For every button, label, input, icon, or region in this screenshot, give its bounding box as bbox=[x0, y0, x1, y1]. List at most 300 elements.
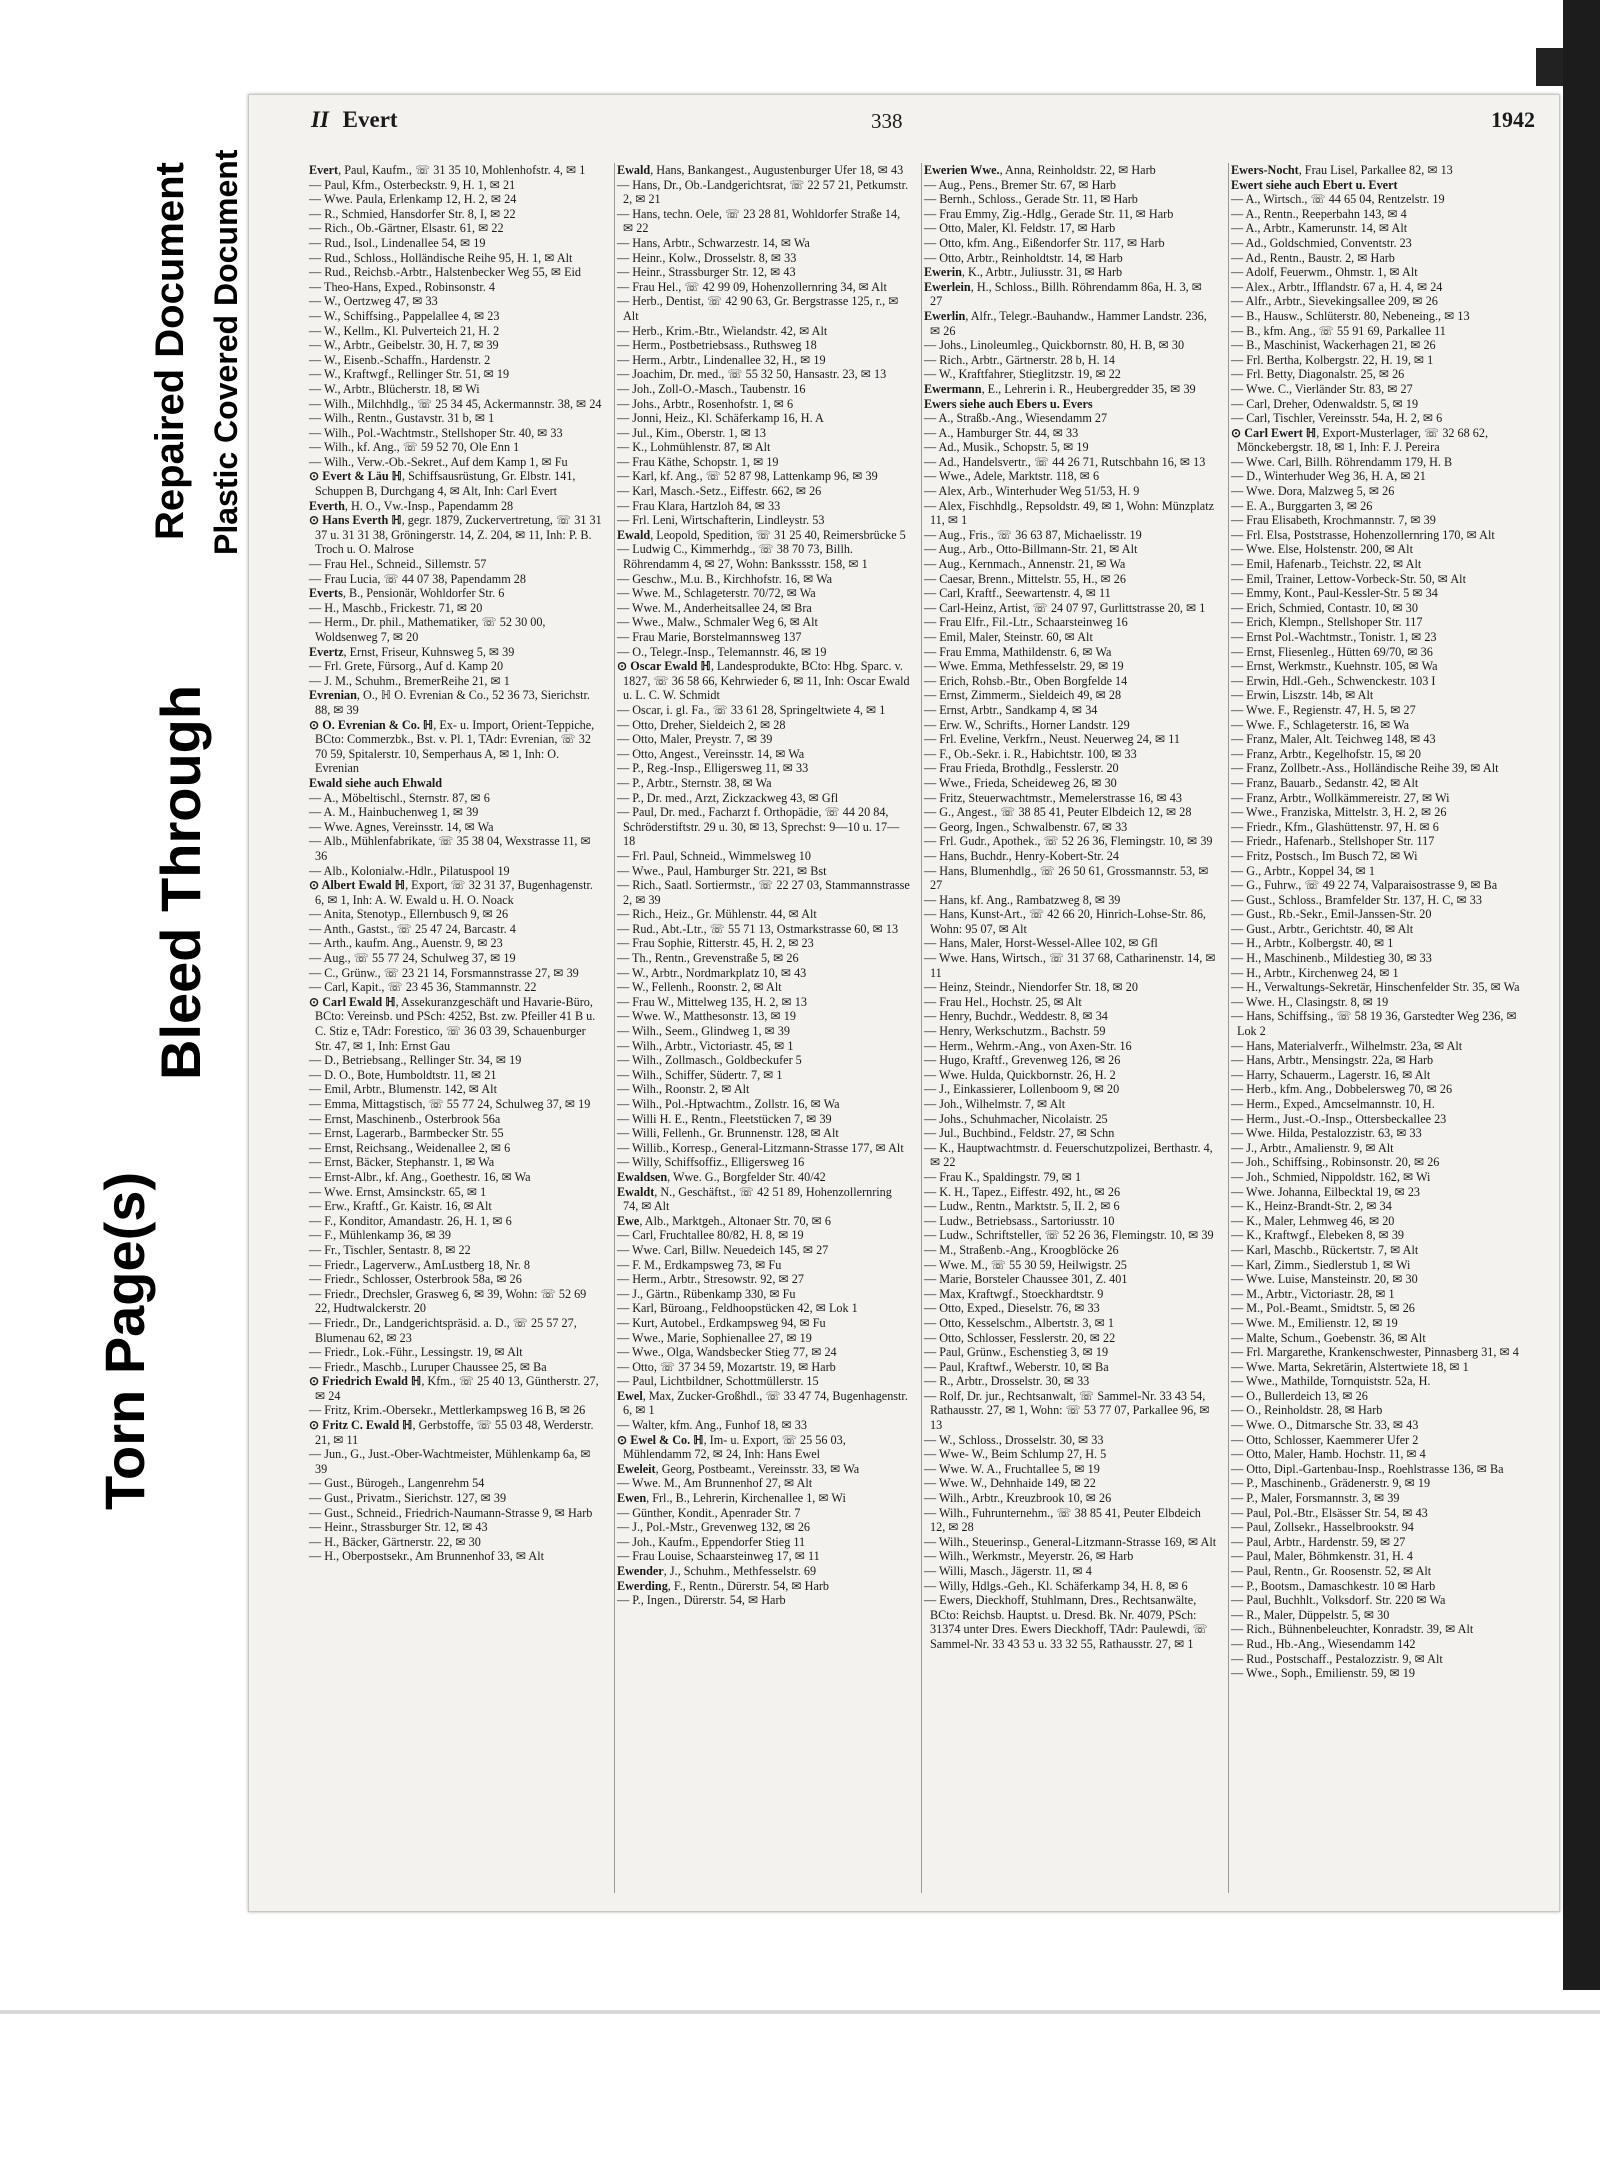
directory-entry: Ewerlin, Alfr., Telegr.-Bauhandw., Hammer Landstr. 236, ✉ 26 bbox=[924, 308, 1207, 338]
directory-entry: — Wilh., Arbtr., Kreuzbrook 10, ✉ 26 bbox=[924, 1491, 1112, 1506]
directory-entry: — Franz, Arbtr., Kegelhofstr. 15, ✉ 20 bbox=[1231, 746, 1421, 761]
directory-entry: — Otto, Kesselschm., Albertstr. 3, ✉ 1 bbox=[924, 1315, 1114, 1330]
directory-entry: — A., Straßb.-Ang., Wiesendamm 27 bbox=[924, 411, 1108, 426]
directory-entry: — Wwe. Marta, Sekretärin, Alstertwiete 18, ✉ 1 bbox=[1231, 1359, 1469, 1374]
directory-entry: — J., Gärtn., Rübenkamp 330, ✉ Fu bbox=[617, 1286, 796, 1301]
directory-entry: — Joh., Schmied, Nippoldstr. 162, ✉ Wi bbox=[1231, 1169, 1431, 1184]
directory-entry: — Frau Hel., Schneid., Sillemstr. 57 bbox=[309, 557, 487, 572]
directory-entry: — Otto, Dipl.-Gartenbau-Insp., Roehlstrasse 136, ✉ Ba bbox=[1231, 1461, 1504, 1476]
directory-entry: Ewaldt, N., Geschäftst., ☏ 42 51 89, Hohenzollernring 74, ✉ Alt bbox=[617, 1184, 892, 1214]
directory-entry: — O., Reinholdstr. 28, ✉ Harb bbox=[1231, 1403, 1383, 1418]
directory-entry: — Paul, Rentn., Gr. Roosenstr. 52, ✉ Alt bbox=[1231, 1564, 1432, 1578]
directory-entry: — Herm., Just.-O.-Insp., Ottersbeckallee 23 bbox=[1231, 1111, 1447, 1126]
directory-entry: — Wwe. M., Emilienstr. 12, ✉ 19 bbox=[1231, 1315, 1398, 1330]
directory-entry: — Friedr., Schlosser, Osterbrook 58a, ✉ 26 bbox=[309, 1272, 522, 1287]
directory-entry: — Herm., Arbtr., Stresowstr. 92, ✉ 27 bbox=[617, 1272, 804, 1287]
directory-entry: — A., Rentn., Reeperbahn 143, ✉ 4 bbox=[1231, 206, 1407, 221]
directory-entry: — Heinr., Strassburger Str. 12, ✉ 43 bbox=[309, 1520, 488, 1535]
directory-entry: — Paul, Maler, Böhmkenstr. 31, H. 4 bbox=[1231, 1549, 1413, 1564]
directory-entry: — Joh., Wilhelmstr. 7, ✉ Alt bbox=[924, 1097, 1066, 1111]
column-2 bbox=[614, 163, 913, 1893]
directory-entry: — W., Arbtr., Geibelstr. 30, H. 7, ✉ 39 bbox=[309, 338, 499, 353]
directory-entry: — F., Ob.-Sekr. i. R., Habichtstr. 100, ✉ 33 bbox=[924, 746, 1137, 761]
directory-entry: — Fritz, Postsch., Im Busch 72, ✉ Wi bbox=[1231, 848, 1418, 863]
directory-entry: — Rich., Ob.-Gärtner, Elsastr. 61, ✉ 22 bbox=[309, 221, 504, 236]
directory-entry: Ewald siehe auch Ehwald bbox=[309, 775, 443, 790]
directory-entry: — Wwe. W. A., Fruchtallee 5, ✉ 19 bbox=[924, 1461, 1100, 1476]
directory-entry: Ewers-Nocht, Frau Lisel, Parkallee 82, ✉ 13 bbox=[1231, 163, 1453, 177]
directory-entry: ⊙ Oscar Ewald ℍ, Landesprodukte, BCto: Hbg. Sparc. v. 1827, ☏ 36 58 66, Kehrwieder 6, ✉ 11, Inh: Oscar Ewald u. L. C. W. Schmidt bbox=[617, 659, 910, 703]
directory-entry: — Willi, Fellenh., Gr. Brunnenstr. 128, ✉ Alt bbox=[617, 1126, 839, 1141]
directory-entry: — Ludw., Schriftsteller, ☏ 52 26 36, Flemingstr. 10, ✉ 39 bbox=[924, 1228, 1214, 1243]
directory-entry: — Rud., Isol., Lindenallee 54, ✉ 19 bbox=[309, 235, 486, 250]
directory-entry: — Alb., Kolonialw.-Hdlr., Pilatuspool 19 bbox=[309, 863, 510, 878]
directory-entry: — Aug., Arb., Otto-Billmann-Str. 21, ✉ Alt bbox=[924, 542, 1138, 557]
directory-entry: — Hans, Dr., Ob.-Landgerichtsrat, ☏ 22 57 21, Petkumstr. 2, ✉ 21 bbox=[617, 177, 909, 207]
directory-entry: — Anita, Stenotyp., Ellernbusch 9, ✉ 26 bbox=[309, 907, 509, 922]
directory-entry: — Caesar, Brenn., Mittelstr. 55, H., ✉ 26 bbox=[924, 571, 1126, 586]
directory-entry: — Friedr., Drechsler, Grasweg 6, ✉ 39, Wohn: ☏ 52 69 22, Hudtwalckerstr. 20 bbox=[309, 1286, 587, 1316]
directory-entry: — Marie, Borsteler Chaussee 301, Z. 401 bbox=[924, 1272, 1128, 1287]
directory-entry: — Rud., Schloss., Holländische Reihe 95, H. 1, ✉ Alt bbox=[309, 250, 573, 265]
directory-entry: — Joh., Zoll-O.-Masch., Taubenstr. 16 bbox=[617, 381, 806, 396]
directory-entry: — Joachim, Dr. med., ☏ 55 32 50, Hansastr. 23, ✉ 13 bbox=[617, 367, 887, 382]
directory-entry: — Wwe. C., Vierländer Str. 83, ✉ 27 bbox=[1231, 381, 1413, 396]
directory-entry: — Georg, Ingen., Schwalbenstr. 67, ✉ 33 bbox=[924, 819, 1128, 834]
directory-entry: — Wilh., Steuerinsp., General-Litzmann-Strasse 169, ✉ Alt bbox=[924, 1534, 1217, 1549]
directory-entry: — Rud., Reichsb.-Arbtr., Halstenbecker Weg 55, ✉ Eid bbox=[309, 265, 581, 280]
directory-entry: — Johs., Schuhmacher, Nicolaistr. 25 bbox=[924, 1111, 1108, 1126]
directory-entry: — A. M., Hainbuchenweg 1, ✉ 39 bbox=[309, 805, 479, 820]
directory-entry: — Franz, Arbtr., Wollkämmereistr. 27, ✉ Wi bbox=[1231, 790, 1450, 805]
directory-entry: — J. M., Schuhm., BremerReihe 21, ✉ 1 bbox=[309, 673, 510, 688]
directory-entry: — Erich, Klempn., Stellshoper Str. 117 bbox=[1231, 615, 1423, 630]
directory-entry: — P., Reg.-Insp., Elligersweg 11, ✉ 33 bbox=[617, 761, 809, 776]
directory-entry: — W., Arbtr., Blücherstr. 18, ✉ Wi bbox=[309, 381, 480, 396]
directory-entry: Ewermann, E., Lehrerin i. R., Heubergredder 35, ✉ 39 bbox=[924, 381, 1196, 396]
directory-entry: — Walter, kfm. Ang., Funhof 18, ✉ 33 bbox=[617, 1418, 807, 1433]
directory-entry: — Wwe. F., Regienstr. 47, H. 5, ✉ 27 bbox=[1231, 702, 1416, 717]
directory-entry: ⊙ Carl Ewald ℍ, Assekuranzgeschäft und Havarie-Büro, BCto: Vereinsb. und PSch: 4252, Bst. zw. Pfeiller 41 B u. C. Stiz e, TAdr: Forestico, ☏ 36 03 39, Schauenburger Str. 47, ✉ 1, Inh: Ernst Gau bbox=[309, 994, 596, 1053]
scan-edge-right-top bbox=[1536, 48, 1563, 86]
directory-entry: — Paul, Lichtbildner, Schottmüllerstr. 15 bbox=[617, 1374, 819, 1389]
directory-entry: — R., Maler, Düppelstr. 5, ✉ 30 bbox=[1231, 1607, 1390, 1622]
directory-entry: — J., Einkassierer, Lollenboom 9, ✉ 20 bbox=[924, 1082, 1120, 1097]
directory-entry: — Paul, Kfm., Osterbeckstr. 9, H. 1, ✉ 21 bbox=[309, 177, 516, 192]
directory-entry: Evertz, Ernst, Friseur, Kuhnsweg 5, ✉ 39 bbox=[309, 644, 515, 659]
directory-entry: — Bernh., Schloss., Gerade Str. 11, ✉ Harb bbox=[924, 192, 1138, 207]
directory-entry: — Wilh., Seem., Glindweg 1, ✉ 39 bbox=[617, 1024, 790, 1039]
directory-entry: — Ernst, Fliesenleg., Hütten 69/70, ✉ 36 bbox=[1231, 644, 1433, 659]
directory-entry: — Gust., Schloss., Bramfelder Str. 137, H. C, ✉ 33 bbox=[1231, 892, 1482, 907]
directory-entry: — Emmy, Kont., Paul-Kessler-Str. 5 ✉ 34 bbox=[1231, 586, 1438, 601]
directory-entry: — Gust., Schneid., Friedrich-Naumann-Strasse 9, ✉ Harb bbox=[309, 1505, 593, 1520]
directory-entry: — P., Maschinenb., Grädenerstr. 9, ✉ 19 bbox=[1231, 1476, 1431, 1491]
directory-entry: ⊙ Carl Ewert ℍ, Export-Musterlager, ☏ 32 68 62, Mönckebergstr. 18, ✉ 1, Inh: F. J. Pereira bbox=[1231, 425, 1489, 455]
directory-entry: — Johs., Arbtr., Rosenhofstr. 1, ✉ 6 bbox=[617, 396, 794, 411]
directory-entry: ⊙ Fritz C. Ewald ℍ, Gerbstoffe, ☏ 55 03 48, Werderstr. 21, ✉ 11 bbox=[309, 1418, 594, 1447]
directory-entry: — Frl. Bertha, Kolbergstr. 22, H. 19, ✉ 1 bbox=[1231, 352, 1434, 367]
directory-entry: — Alb., Mühlenfabrikate, ☏ 35 38 04, Wexstrasse 11, ✉ 36 bbox=[309, 834, 591, 863]
directory-entry: Ewender, J., Schuhm., Methfesselstr. 69 bbox=[617, 1564, 817, 1578]
directory-entry: — Rolf, Dr. jur., Rechtsanwalt, ☏ Sammel-Nr. 33 43 54, Rathausstr. 27, ✉ 1, Wohn: ☏ 53 77 07, Parkallee 96, ✉ 13 bbox=[924, 1388, 1210, 1433]
directory-entry: — Wilh., kf. Ang., ☏ 59 52 70, Ole Enn 1 bbox=[309, 440, 520, 455]
directory-entry: — Hans, Maler, Horst-Wessel-Allee 102, ✉ Gfl bbox=[924, 936, 1158, 951]
directory-entry: — Jul., Buchbind., Feldstr. 27, ✉ Schn bbox=[924, 1126, 1115, 1141]
stamp-torn-pages: Torn Page(s) bbox=[93, 1171, 156, 1510]
directory-entry: — Hans, techn. Oele, ☏ 23 28 81, Wohldorfer Straße 14, ✉ 22 bbox=[617, 206, 901, 236]
directory-entry: — Herm., Exped., Amcselmannstr. 10, H. bbox=[1231, 1097, 1435, 1111]
directory-entry: — Herb., Dentist, ☏ 42 90 63, Gr. Bergstrasse 125, r., ✉ Alt bbox=[617, 294, 899, 323]
directory-entry: — D. O., Bote, Humboldtstr. 11, ✉ 21 bbox=[309, 1067, 497, 1082]
directory-entry: — Frl. Elsa, Poststrasse, Hohenzollernring 170, ✉ Alt bbox=[1231, 527, 1495, 542]
directory-entry: — Ernst, Bäcker, Stephanstr. 1, ✉ Wa bbox=[309, 1155, 495, 1170]
directory-entry: — A., Arbtr., Kamerunstr. 14, ✉ Alt bbox=[1231, 221, 1408, 236]
directory-entry: — Ad., Handelsvertr., ☏ 44 26 71, Rutschbahn 16, ✉ 13 bbox=[924, 454, 1206, 469]
directory-entry: ⊙ Albert Ewald ℍ, Export, ☏ 32 31 37, Bugenhagenstr. 6, ✉ 1, Inh: A. W. Ewald u. H. O. Noack bbox=[309, 878, 593, 907]
directory-entry: — W., Kraftfahrer, Stieglitzstr. 19, ✉ 22 bbox=[924, 367, 1121, 382]
directory-entry: — Wwe. W., Matthesonstr. 13, ✉ 19 bbox=[617, 1009, 796, 1024]
directory-entry: — Ernst, Maschinenb., Osterbrook 56a bbox=[309, 1111, 501, 1126]
directory-entry: — Kurt, Autobel., Erdkampsweg 94, ✉ Fu bbox=[617, 1315, 826, 1330]
directory-entry: — Carl, Tischler, Vereinsstr. 54a, H. 2, ✉ 6 bbox=[1231, 411, 1443, 426]
directory-entry: — Wilh., Zollmasch., Goldbeckufer 5 bbox=[617, 1053, 802, 1068]
directory-entry: — Emil, Hafenarb., Teichstr. 22, ✉ Alt bbox=[1231, 557, 1422, 572]
directory-entry: — Hugo, Kraftf., Grevenweg 126, ✉ 26 bbox=[924, 1053, 1121, 1068]
directory-page bbox=[248, 94, 1560, 1912]
directory-entry: — Wwe. Johanna, Eilbecktal 19, ✉ 23 bbox=[1231, 1184, 1421, 1199]
directory-entry: — Wwe. Agnes, Vereinsstr. 14, ✉ Wa bbox=[309, 819, 494, 834]
directory-entry: — Gust., Privatm., Sierichstr. 127, ✉ 39 bbox=[309, 1491, 507, 1506]
directory-entry: — Emma, Mittagstisch, ☏ 55 77 24, Schulweg 37, ✉ 19 bbox=[309, 1097, 591, 1111]
directory-entry: Ewe, Alb., Marktgeh., Altonaer Str. 70, ✉ 6 bbox=[617, 1213, 831, 1228]
directory-entry: — Wwe. Hulda, Quickbornstr. 26, H. 2 bbox=[924, 1067, 1116, 1082]
directory-entry: — W., Arbtr., Nordmarkplatz 10, ✉ 43 bbox=[617, 965, 807, 980]
directory-entry: — Rich., Heiz., Gr. Mühlenstr. 44, ✉ Alt bbox=[617, 907, 817, 922]
directory-entry: — O., Telegr.-Insp., Telemannstr. 46, ✉ 19 bbox=[617, 644, 827, 659]
directory-entry: — Rich., Arbtr., Gärtnerstr. 28 b, H. 14 bbox=[924, 352, 1115, 367]
directory-entry: — H., Arbtr., Kolbergstr. 40, ✉ 1 bbox=[1231, 936, 1394, 951]
directory-entry: — Frau Frieda, Brothdlg., Fesslerstr. 20 bbox=[924, 761, 1119, 776]
directory-entry: — Paul, Grünw., Eschenstieg 3, ✉ 19 bbox=[924, 1345, 1109, 1360]
directory-entry: — Frl. Paul, Schneid., Wimmelsweg 10 bbox=[617, 848, 811, 863]
directory-entry: — Frl. Margarethe, Krankenschwester, Pinnasberg 31, ✉ 4 bbox=[1231, 1345, 1519, 1360]
directory-entry: — Emil, Arbtr., Blumenstr. 142, ✉ Alt bbox=[309, 1082, 497, 1097]
directory-entry: — H., Maschb., Frickestr. 71, ✉ 20 bbox=[309, 600, 483, 615]
directory-entry: — H., Verwaltungs-Sekretär, Hinschenfelder Str. 35, ✉ Wa bbox=[1231, 980, 1520, 995]
directory-entry: — Paul, Pol.-Btr., Elsässer Str. 54, ✉ 43 bbox=[1231, 1505, 1428, 1520]
columns bbox=[307, 163, 1535, 1895]
directory-entry: — Carl, Dreher, Odenwaldstr. 5, ✉ 19 bbox=[1231, 396, 1419, 411]
directory-entry: — Karl, kf. Ang., ☏ 52 87 98, Lattenkamp 96, ✉ 39 bbox=[617, 469, 878, 484]
directory-entry: — Wwe., Paul, Hamburger Str. 221, ✉ Bst bbox=[617, 863, 827, 878]
stamp-plastic-covered: Plastic Covered Document bbox=[208, 149, 244, 555]
directory-entry: — Wwe. Hans, Wirtsch., ☏ 31 37 68, Catharinenstr. 14, ✉ 11 bbox=[924, 951, 1216, 980]
directory-entry: — Frau Hel., ☏ 42 99 09, Hohenzollernring 34, ✉ Alt bbox=[617, 279, 887, 294]
directory-entry: — Frau Käthe, Schopstr. 1, ✉ 19 bbox=[617, 454, 779, 469]
directory-entry: — Wilh., Schiffer, Südertr. 7, ✉ 1 bbox=[617, 1067, 783, 1082]
directory-entry: — Wwe. Paula, Erlenkamp 12, H. 2, ✉ 24 bbox=[309, 192, 517, 207]
directory-entry: — Wilh., Milchhdlg., ☏ 25 34 45, Ackermannstr. 38, ✉ 24 bbox=[309, 396, 602, 411]
directory-entry: — Wwe., Soph., Emilienstr. 59, ✉ 19 bbox=[1231, 1666, 1415, 1681]
directory-entry: — Wilh., Werkmstr., Meyerstr. 26, ✉ Harb bbox=[924, 1549, 1134, 1564]
directory-entry: — H., Maschinenb., Mildestieg 30, ✉ 33 bbox=[1231, 951, 1432, 966]
directory-entry: — K., Hauptwachtmstr. d. Feuerschutzpolizei, Berthastr. 4, ✉ 22 bbox=[924, 1140, 1213, 1170]
directory-entry: — Erwin, Hdl.-Geh., Schwenckestr. 103 I bbox=[1231, 673, 1436, 688]
directory-entry: — Jul., Kim., Oberstr. 1, ✉ 13 bbox=[617, 425, 767, 440]
directory-entry: — Ludwig C., Kimmerhdg., ☏ 38 70 73, Billh. Röhrendamm 4, ✉ 27, Wohn: Bankssstr. 158, ✉ 1 bbox=[617, 542, 868, 572]
directory-entry: — Joh., Schiffsing., Robinsonstr. 20, ✉ 26 bbox=[1231, 1155, 1440, 1170]
directory-entry: Ewerlein, H., Schloss., Billh. Röhrendamm 86a, H. 3, ✉ 27 bbox=[924, 279, 1202, 309]
directory-entry: — Alex, Fischhdlg., Repsoldstr. 49, ✉ 1, Wohn: Münzplatz 11, ✉ 1 bbox=[924, 498, 1214, 528]
directory-entry: — W., Schiffsing., Pappelallee 4, ✉ 23 bbox=[309, 308, 500, 323]
directory-entry: — Fr., Tischler, Sentastr. 8, ✉ 22 bbox=[309, 1242, 471, 1257]
directory-entry: — W., Schloss., Drosselstr. 30, ✉ 33 bbox=[924, 1432, 1104, 1447]
directory-entry: — Willy, Hdlgs.-Geh., Kl. Schäferkamp 34, H. 8, ✉ 6 bbox=[924, 1578, 1188, 1593]
directory-entry: — Ewers, Dieckhoff, Stuhlmann, Dres., Rechtsanwälte, BCto: Reichsb. Hauptst. u. Dresd. Bk. Nr. 4079, PSch: 31374 unter Dres. Ewers Dieckhoff, TAdr: Paulewdi, ☏ Sammel-Nr. 33 43 53 u. 33 32 55, Rathausstr. 27, ✉ 1 bbox=[924, 1593, 1208, 1651]
directory-entry: — Jonni, Heiz., Kl. Schäferkamp 16, H. A bbox=[617, 411, 824, 426]
directory-entry: — Rich., Saatl. Sortiermstr., ☏ 22 27 03, Stammannstrasse 2, ✉ 39 bbox=[617, 878, 910, 907]
directory-entry: — Ernst-Albr., kf. Ang., Goethestr. 16, ✉ Wa bbox=[309, 1169, 531, 1184]
directory-entry: — Herb., Krim.-Btr., Wielandstr. 42, ✉ Alt bbox=[617, 323, 828, 338]
directory-entry: Everts, B., Pensionär, Wohldorfer Str. 6 bbox=[309, 586, 505, 601]
directory-entry: — O., Bullerdeich 13, ✉ 26 bbox=[1231, 1388, 1368, 1403]
directory-entry: Evrenian, O., ℍ O. Evrenian & Co., 52 36 73, Sierichstr. 88, ✉ 39 bbox=[309, 688, 590, 717]
directory-entry: — Franz, Maler, Alt. Teichweg 148, ✉ 43 bbox=[1231, 732, 1436, 747]
page-number: 338 bbox=[871, 109, 903, 133]
directory-entry: — Wilh., Fuhrunternehm., ☏ 38 85 41, Peuter Elbdeich 12, ✉ 28 bbox=[924, 1505, 1201, 1535]
directory-entry: — J., Arbtr., Amalienstr. 9, ✉ Alt bbox=[1231, 1140, 1394, 1155]
directory-entry: — Wwe. M., ☏ 55 30 59, Heilwigstr. 25 bbox=[924, 1257, 1127, 1272]
directory-entry: — Herm., Wehrm.-Ang., von Axen-Str. 16 bbox=[924, 1038, 1132, 1053]
directory-entry: — M., Pol.-Beamt., Smidtstr. 5, ✉ 26 bbox=[1231, 1301, 1415, 1316]
directory-entry: — Wwe. W., Dehnhaide 149, ✉ 22 bbox=[924, 1476, 1096, 1491]
directory-entry: — Heinr., Kolw., Drosselstr. 8, ✉ 33 bbox=[617, 250, 797, 265]
directory-entry: — Friedr., Lagerverw., AmLustberg 18, Nr. 8 bbox=[309, 1257, 531, 1272]
column-3 bbox=[921, 163, 1220, 1893]
directory-entry: — Wilh., Rentn., Gustavstr. 31 b, ✉ 1 bbox=[309, 411, 495, 426]
directory-entry: — J., Pol.-Mstr., Grevenweg 132, ✉ 26 bbox=[617, 1520, 811, 1535]
directory-entry: — Wwe- W., Beim Schlump 27, H. 5 bbox=[924, 1447, 1107, 1462]
directory-entry: — Erich, Rohsb.-Btr., Oben Borgfelde 14 bbox=[924, 673, 1128, 688]
directory-entry: — Willy, Schiffsoffiz., Elligersweg 16 bbox=[617, 1155, 805, 1170]
directory-entry: — Otto, Schlosser, Fesslerstr. 20, ✉ 22 bbox=[924, 1330, 1116, 1345]
directory-entry: — Ludw., Betriebsass., Sartoriusstr. 10 bbox=[924, 1213, 1115, 1228]
column-1 bbox=[307, 163, 605, 1893]
directory-entry: — Wilh., Pol.-Hptwachtm., Zollstr. 16, ✉ Wa bbox=[617, 1097, 840, 1111]
directory-entry: — Otto, Angest., Vereinsstr. 14, ✉ Wa bbox=[617, 746, 805, 761]
directory-entry: — Wwe. Ernst, Amsinckstr. 65, ✉ 1 bbox=[309, 1184, 487, 1199]
directory-entry: Ewerding, F., Rentn., Dürerstr. 54, ✉ Harb bbox=[617, 1578, 830, 1593]
directory-entry: — Hans, Arbtr., Mensingstr. 22a, ✉ Harb bbox=[1231, 1053, 1434, 1068]
directory-entry: — Gust., Arbtr., Gerichtstr. 40, ✉ Alt bbox=[1231, 921, 1414, 936]
directory-entry: — Frau Emma, Mathildenstr. 6, ✉ Wa bbox=[924, 644, 1112, 659]
directory-entry: — Wwe. M., Anderheitsallee 24, ✉ Bra bbox=[617, 600, 812, 615]
directory-entry: — Karl, Zimm., Siedlerstub 1, ✉ Wi bbox=[1231, 1257, 1411, 1272]
directory-entry: — Karl, Masch.-Setz., Eiffestr. 662, ✉ 26 bbox=[617, 484, 822, 499]
directory-entry: — Franz, Zollbetr.-Ass., Holländische Reihe 39, ✉ Alt bbox=[1231, 761, 1499, 776]
directory-entry: — Ernst, Lagerarb., Barmbecker Str. 55 bbox=[309, 1126, 504, 1141]
directory-entry: — Emil, Maler, Steinstr. 60, ✉ Alt bbox=[924, 630, 1093, 644]
directory-entry: — Frau Hel., Hochstr. 25, ✉ Alt bbox=[924, 994, 1082, 1009]
directory-entry: — Hans, Buchdr., Henry-Kobert-Str. 24 bbox=[924, 848, 1119, 863]
directory-entry: — K., Kraftwgf., Elebeken 8, ✉ 39 bbox=[1231, 1228, 1405, 1243]
directory-entry: — A., Hamburger Str. 44, ✉ 33 bbox=[924, 425, 1079, 440]
directory-entry: — Oscar, i. gl. Fa., ☏ 33 61 28, Springeltwiete 4, ✉ 1 bbox=[617, 702, 886, 717]
directory-entry: — H., Bäcker, Gärtnerstr. 22, ✉ 30 bbox=[309, 1534, 481, 1549]
directory-entry: — Wwe. Carl, Billh. Röhrendamm 179, H. B bbox=[1231, 454, 1453, 469]
directory-entry: ⊙ O. Evrenian & Co. ℍ, Ex- u. Import, Orient-Teppiche, BCto: Commerzbk., Bst. v. Pl. 1, TAdr: Evrenian, ☏ 32 70 59, Spitalerstr. 10, Semperhaus A, ✉ 1, Inh: O. Evrenian bbox=[309, 717, 595, 776]
directory-entry: — Ernst, Zimmerm., Sieldeich 49, ✉ 28 bbox=[924, 688, 1122, 703]
directory-entry: — Wwe. F., Schlageterstr. 16, ✉ Wa bbox=[1231, 717, 1410, 732]
directory-entry: — W., Kellm., Kl. Pulverteich 21, H. 2 bbox=[309, 323, 500, 338]
directory-entry: — F. M., Erdkampsweg 73, ✉ Fu bbox=[617, 1257, 782, 1272]
directory-entry: — Arth., kaufm. Ang., Auenstr. 9, ✉ 23 bbox=[309, 936, 503, 951]
directory-entry: — Ernst, Arbtr., Sandkamp 4, ✉ 34 bbox=[924, 702, 1098, 717]
directory-entry: — Frau Marie, Borstelmannsweg 137 bbox=[617, 630, 802, 644]
directory-entry: — Franz, Bauarb., Sedanstr. 42, ✉ Alt bbox=[1231, 775, 1419, 790]
directory-entry: ⊙ Ewel & Co. ℍ, Im- u. Export, ☏ 25 56 03, Mühlendamm 72, ✉ 24, Inh: Hans Ewel bbox=[617, 1432, 846, 1462]
directory-entry: Ewen, Frl., B., Lehrerin, Kirchenallee 1, ✉ Wi bbox=[617, 1491, 846, 1506]
directory-entry: — Paul, Zollsekr., Hasselbrookstr. 94 bbox=[1231, 1520, 1414, 1535]
directory-entry: Eweleit, Georg, Postbeamt., Vereinsstr. 33, ✉ Wa bbox=[617, 1461, 860, 1476]
directory-entry: — Frau Louise, Schaarsteinweg 17, ✉ 11 bbox=[617, 1549, 820, 1564]
directory-entry: — Wwe. M., Am Brunnenhof 27, ✉ Alt bbox=[617, 1476, 813, 1491]
directory-entry: — W., Kraftwgf., Rellinger Str. 51, ✉ 19 bbox=[309, 367, 510, 382]
directory-entry: — Th., Rentn., Grevenstraße 5, ✉ 26 bbox=[617, 951, 799, 966]
directory-entry: — Theo-Hans, Exped., Robinsonstr. 4 bbox=[309, 279, 495, 294]
directory-entry: — Frau K., Spaldingstr. 79, ✉ 1 bbox=[924, 1169, 1082, 1184]
directory-entry: — Herb., kfm. Ang., Dobbelersweg 70, ✉ 26 bbox=[1231, 1082, 1453, 1097]
directory-entry: — Frl. Betty, Diagonalstr. 25, ✉ 26 bbox=[1231, 367, 1405, 382]
directory-entry: — Heinr., Strassburger Str. 12, ✉ 43 bbox=[617, 265, 796, 280]
directory-entry: Evert, Paul, Kaufm., ☏ 31 35 10, Mohlenhofstr. 4, ✉ 1 bbox=[309, 163, 586, 177]
scan-edge-right bbox=[1563, 0, 1600, 1990]
directory-entry: — R., Arbtr., Drosselstr. 30, ✉ 33 bbox=[924, 1374, 1090, 1389]
directory-entry: — A., Wirtsch., ☏ 44 65 04, Rentzelstr. 19 bbox=[1231, 192, 1445, 207]
directory-entry: — Max, Kraftwgf., Stoeckhardtstr. 9 bbox=[924, 1286, 1104, 1301]
directory-entry: — D., Betriebsang., Rellinger Str. 34, ✉ 19 bbox=[309, 1053, 522, 1068]
stamp-bleed-through: Bleed Through bbox=[149, 684, 212, 1080]
directory-entry: — Anth., Gastst., ☏ 25 47 24, Barcastr. 4 bbox=[309, 921, 516, 936]
directory-entry: — Friedr., Dr., Landgerichtspräsid. a. D., ☏ 25 57 27, Blumenau 62, ✉ 23 bbox=[309, 1315, 577, 1345]
directory-entry: — Wwe. Hilda, Pestalozzistr. 63, ✉ 33 bbox=[1231, 1126, 1422, 1141]
directory-entry: — Wilh., Verw.-Ob.-Sekret., Auf dem Kamp 1, ✉ Fu bbox=[309, 454, 568, 469]
directory-entry: Ewerin, K., Arbtr., Juliusstr. 31, ✉ Harb bbox=[924, 265, 1123, 280]
directory-entry: — E. A., Burggarten 3, ✉ 26 bbox=[1231, 498, 1373, 513]
directory-entry: ⊙ Evert & Läu ℍ, Schiffsausrüstung, Gr. Elbstr. 141, Schuppen B, Durchgang 4, ✉ Alt, Inh: Carl Evert bbox=[309, 469, 576, 499]
directory-entry: — Frau Elisabeth, Krochmannstr. 7, ✉ 39 bbox=[1231, 513, 1436, 528]
directory-entry: — W., Fellenh., Roonstr. 2, ✉ Alt bbox=[617, 980, 782, 995]
directory-entry: — Friedr., Lok.-Führ., Lessingstr. 19, ✉ Alt bbox=[309, 1345, 523, 1360]
directory-entry: — Friedr., Kfm., Glashüttenstr. 97, H. ✉ 6 bbox=[1231, 819, 1439, 834]
directory-entry: — Friedr., Hafenarb., Stellshoper Str. 117 bbox=[1231, 834, 1435, 849]
directory-entry: — H., Oberpostsekr., Am Brunnenhof 33, ✉ Alt bbox=[309, 1549, 544, 1564]
directory-entry: — Wwe., Malw., Schmaler Weg 6, ✉ Alt bbox=[617, 615, 818, 630]
directory-entry: Everth, H. O., Vw.-Insp., Papendamm 28 bbox=[309, 498, 514, 513]
directory-entry: — Rud., Abt.-Ltr., ☏ 55 71 13, Ostmarkstrasse 60, ✉ 13 bbox=[617, 921, 899, 936]
header-word: Evert bbox=[342, 107, 398, 132]
directory-entry: — Henry, Werkschutzm., Bachstr. 59 bbox=[924, 1024, 1106, 1039]
directory-entry: ⊙ Hans Everth ℍ, gegr. 1879, Zuckervertretung, ☏ 31 31 37 u. 31 31 38, Gröningerstr. 14, Z. 204, ✉ 11, Inh: P. B. Troch u. O. Malrose bbox=[309, 513, 602, 557]
directory-entry: — F., Mühlenkamp 36, ✉ 39 bbox=[309, 1228, 451, 1243]
directory-entry: — Rich., Bühnenbeleuchter, Konradstr. 39, ✉ Alt bbox=[1231, 1622, 1474, 1637]
directory-entry: — Wwe. Emma, Methfesselstr. 29, ✉ 19 bbox=[924, 659, 1124, 674]
directory-entry: — Carl, Fruchtallee 80/82, H. 8, ✉ 19 bbox=[617, 1228, 804, 1243]
directory-entry: — R., Schmied, Hansdorfer Str. 8, I, ✉ 22 bbox=[309, 206, 516, 221]
directory-entry: — Otto, Maler, Kl. Feldstr. 17, ✉ Harb bbox=[924, 221, 1116, 236]
directory-entry: — Alex., Arbtr., Ifflandstr. 67 a, H. 4, ✉ 24 bbox=[1231, 279, 1443, 294]
directory-entry: — M., Straßenb.-Ang., Kroogblöcke 26 bbox=[924, 1242, 1119, 1257]
header-left bbox=[311, 107, 398, 133]
directory-entry: — Ernst, Reichsang., Weidenallee 2, ✉ 6 bbox=[309, 1140, 511, 1155]
directory-entry: — Harry, Schauerm., Lagerstr. 16, ✉ Alt bbox=[1231, 1067, 1431, 1082]
directory-entry: — Frl. Gudr., Apothek., ☏ 52 26 36, Flemingstr. 10, ✉ 39 bbox=[924, 834, 1213, 849]
directory-entry: — Frau Lucia, ☏ 44 07 38, Papendamm 28 bbox=[309, 571, 526, 586]
directory-entry: — Aug., Fris., ☏ 36 63 87, Michaelisstr. 19 bbox=[924, 527, 1142, 542]
directory-entry: — Carl-Heinz, Artist, ☏ 24 07 97, Gurlittstrasse 20, ✉ 1 bbox=[924, 600, 1206, 615]
directory-entry: — B., Maschinist, Wackerhagen 21, ✉ 26 bbox=[1231, 338, 1436, 353]
directory-entry: — Erw. W., Schrifts., Horner Landstr. 129 bbox=[924, 717, 1130, 732]
directory-entry: — Herm., Dr. phil., Mathematiker, ☏ 52 30 00, Woldsenweg 7, ✉ 20 bbox=[309, 615, 546, 644]
scan-edge-bottom bbox=[0, 2010, 1600, 2014]
directory-entry: — Hans, Arbtr., Schwarzestr. 14, ✉ Wa bbox=[617, 235, 810, 250]
directory-entry: — Wwe. H., Clasingstr. 8, ✉ 19 bbox=[1231, 994, 1389, 1009]
directory-entry: — Wilh., Arbtr., Victoriastr. 45, ✉ 1 bbox=[617, 1038, 794, 1053]
directory-entry: — Frl. Eveline, Verkfrn., Neust. Neuerweg 24, ✉ 11 bbox=[924, 732, 1180, 747]
directory-entry: — A., Möbeltischl., Sternstr. 87, ✉ 6 bbox=[309, 790, 490, 805]
directory-entry: — Rud., Postschaff., Pestalozzistr. 9, ✉ Alt bbox=[1231, 1651, 1443, 1666]
directory-entry: — W., Eisenb.-Schaffn., Hardenstr. 2 bbox=[309, 352, 491, 367]
directory-entry: — G., Fuhrw., ☏ 49 22 74, Valparaisostrasse 9, ✉ Ba bbox=[1231, 878, 1498, 893]
directory-entry: — Erich, Schmied, Contastr. 10, ✉ 30 bbox=[1231, 600, 1418, 615]
directory-entry: — Friedr., Maschb., Luruper Chaussee 25, ✉ Ba bbox=[309, 1359, 547, 1374]
directory-entry: — Hans, Kunst-Art., ☏ 42 66 20, Hinrich-Lohse-Str. 86, Wohn: 95 07, ✉ Alt bbox=[924, 907, 1206, 936]
directory-entry: — Wwe., Marie, Sophienallee 27, ✉ 19 bbox=[617, 1330, 812, 1345]
directory-entry: Ewerien Wwe., Anna, Reinholdstr. 22, ✉ Harb bbox=[924, 163, 1156, 177]
directory-entry: — Wilh., Roonstr. 2, ✉ Alt bbox=[617, 1082, 750, 1097]
directory-entry: — Ad., Musik., Schopstr. 5, ✉ 19 bbox=[924, 440, 1089, 455]
directory-entry: — Otto, kfm. Ang., Eißendorfer Str. 117, ✉ Harb bbox=[924, 235, 1165, 250]
directory-entry: — M., Arbtr., Victoriastr. 28, ✉ 1 bbox=[1231, 1286, 1395, 1301]
directory-entry: — G., Angest., ☏ 38 85 41, Peuter Elbdeich 12, ✉ 28 bbox=[924, 805, 1192, 820]
directory-entry: — Carl, Kapit., ☏ 23 45 36, Stammannstr. 22 bbox=[309, 980, 537, 995]
directory-entry: — D., Winterhuder Weg 36, H. A, ✉ 21 bbox=[1231, 469, 1426, 484]
directory-entry: — Wwe. Luise, Mansteinstr. 20, ✉ 30 bbox=[1231, 1272, 1418, 1287]
directory-entry: — Wwe. O., Ditmarsche Str. 33, ✉ 43 bbox=[1231, 1418, 1419, 1433]
directory-entry: — Frau Emmy, Zig.-Hdlg., Gerade Str. 11, ✉ Harb bbox=[924, 206, 1174, 221]
directory-entry: — Geschw., M.u. B., Kirchhofstr. 16, ✉ Wa bbox=[617, 571, 833, 586]
directory-entry: — Heinz, Steindr., Niendorfer Str. 18, ✉ 20 bbox=[924, 980, 1138, 995]
directory-entry: — Wwe. Carl, Billw. Neuedeich 145, ✉ 27 bbox=[617, 1242, 829, 1257]
directory-entry: — Wwe., Olga, Wandsbecker Stieg 77, ✉ 24 bbox=[617, 1345, 837, 1360]
directory-entry: — K., Heinz-Brandt-Str. 2, ✉ 34 bbox=[1231, 1199, 1392, 1214]
directory-entry: — Rud., Hb.-Ang., Wiesendamm 142 bbox=[1231, 1636, 1416, 1651]
directory-entry: — Ernst Pol.-Wachtmstr., Tonistr. 1, ✉ 23 bbox=[1231, 630, 1437, 644]
directory-entry: — Paul, Buchhlt., Volksdorf. Str. 220 ✉ Wa bbox=[1231, 1593, 1446, 1608]
directory-entry: — Erw., Kraftf., Gr. Kaistr. 16, ✉ Alt bbox=[309, 1199, 492, 1214]
directory-entry: Ewers siehe auch Ebers u. Evers bbox=[924, 396, 1093, 411]
directory-entry: Ewel, Max, Zucker-Großhdl., ☏ 33 47 74, Bugenhagenstr. 6, ✉ 1 bbox=[617, 1388, 908, 1418]
directory-entry: — Malte, Schum., Goebenstr. 36, ✉ Alt bbox=[1231, 1330, 1426, 1345]
directory-entry: — Aug., ☏ 55 77 24, Schulweg 37, ✉ 19 bbox=[309, 951, 516, 966]
directory-entry: — Frau Elfr., Fil.-Ltr., Schaarsteinweg 16 bbox=[924, 615, 1128, 630]
header-year: 1942 bbox=[1491, 107, 1535, 132]
directory-entry: — Otto, Maler, Hamb. Hochstr. 11, ✉ 4 bbox=[1231, 1447, 1426, 1462]
directory-entry: — Willib., Korresp., General-Litzmann-Strasse 177, ✉ Alt bbox=[617, 1140, 904, 1155]
directory-entry: — G., Arbtr., Koppel 34, ✉ 1 bbox=[1231, 863, 1375, 878]
directory-entry: — Fritz, Krim.-Obersekr., Mettlerkampsweg 16 B, ✉ 26 bbox=[309, 1403, 586, 1418]
